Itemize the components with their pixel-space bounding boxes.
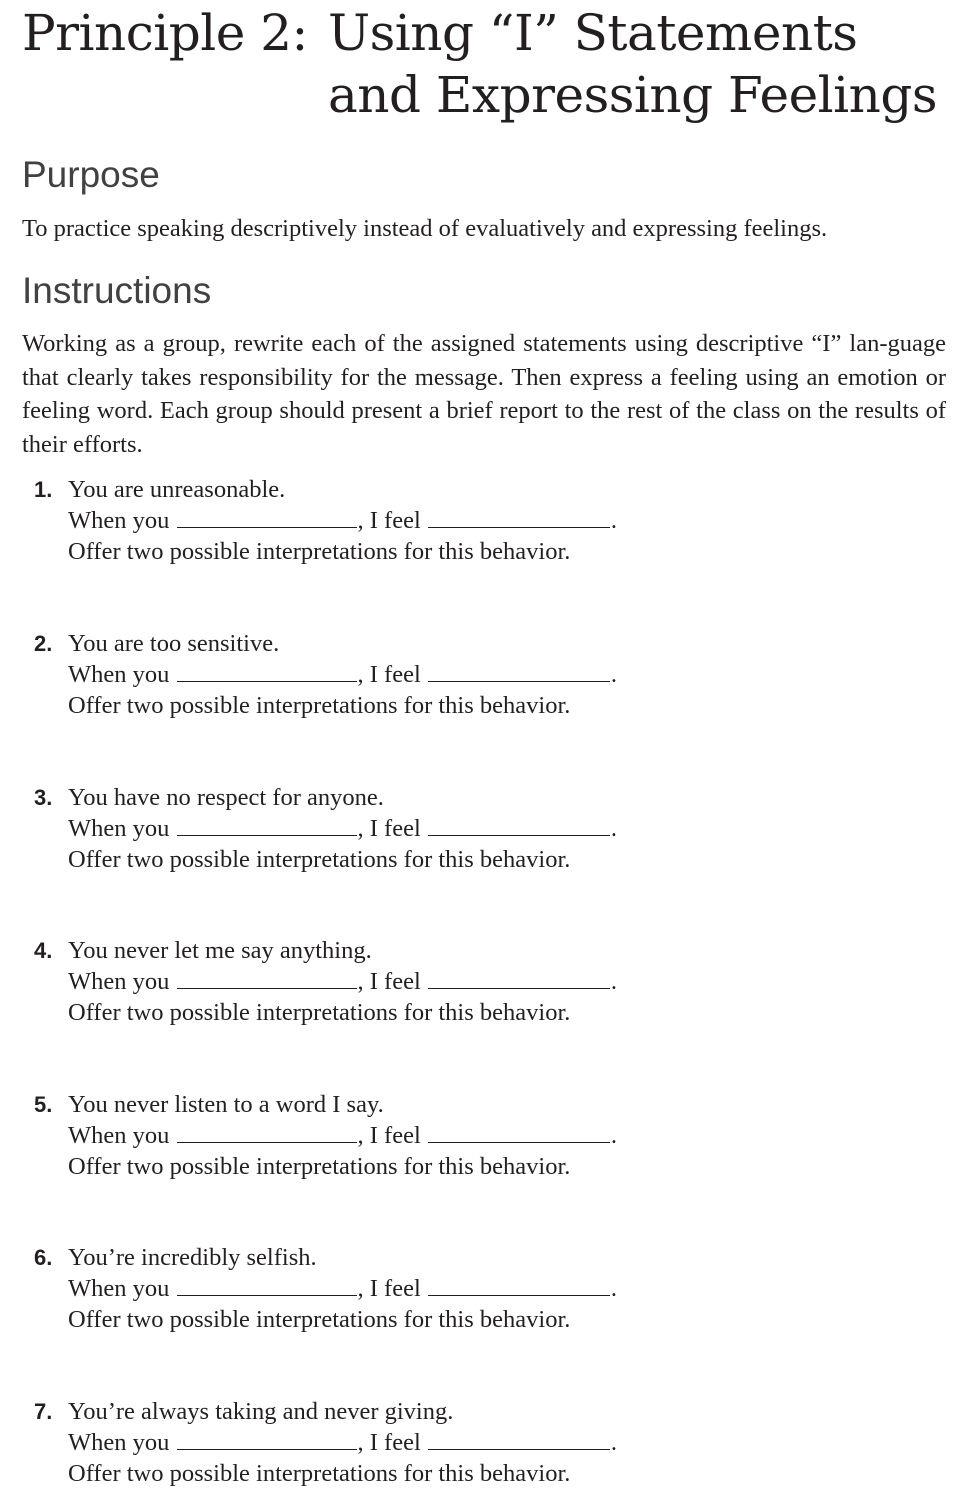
period: .: [610, 968, 617, 995]
item-offer-text: Offer two possible interpretations for this behavior.: [68, 1306, 571, 1333]
title-line-2: and Expressing Feelings: [328, 66, 938, 124]
exercise-item-5: [0, 1089, 978, 1199]
i-feel-blank[interactable]: [428, 505, 610, 528]
item-number: 5.: [34, 1092, 53, 1117]
item-statement: You have no respect for anyone.: [68, 784, 384, 811]
when-you-label: When you: [68, 1429, 170, 1456]
when-you-label: When you: [68, 661, 170, 688]
item-number: 7.: [34, 1399, 53, 1424]
i-feel-label: , I feel: [357, 1275, 421, 1302]
i-feel-blank[interactable]: [428, 966, 610, 989]
item-offer-text: Offer two possible interpretations for this behavior.: [68, 692, 571, 719]
i-feel-label: , I feel: [357, 661, 421, 688]
period: .: [610, 661, 617, 688]
when-you-blank[interactable]: [177, 1273, 357, 1296]
exercise-item-4: [0, 935, 978, 1045]
exercise-item-3: [0, 782, 978, 892]
i-feel-label: , I feel: [357, 1429, 421, 1456]
item-number: 4.: [34, 938, 53, 963]
instructions-text: Working as a group, rewrite each of the assigned statements using descriptive “I” lan-guage that clearly takes responsibility for the message. Then express a feeling using an emotion or feeling word. Each group should present a brief report to the rest of the class on the results of their efforts.: [22, 330, 946, 458]
period: .: [610, 1275, 617, 1302]
exercise-item-2: [0, 628, 978, 738]
item-statement: You never listen to a word I say.: [68, 1091, 384, 1118]
item-response-line: [68, 659, 617, 690]
title-main: [328, 2, 937, 126]
period: .: [610, 815, 617, 842]
item-statement: You never let me say anything.: [68, 937, 372, 964]
item-response-line: [68, 1120, 617, 1151]
i-feel-blank[interactable]: [428, 1120, 610, 1143]
when-you-label: When you: [68, 1122, 170, 1149]
item-offer-text: Offer two possible interpretations for this behavior.: [68, 1460, 571, 1487]
item-statement: You’re always taking and never giving.: [68, 1398, 454, 1425]
when-you-blank[interactable]: [177, 966, 357, 989]
item-offer-text: Offer two possible interpretations for this behavior.: [68, 999, 571, 1026]
period: .: [610, 1429, 617, 1456]
i-feel-blank[interactable]: [428, 1273, 610, 1296]
i-feel-label: , I feel: [357, 815, 421, 842]
item-offer-text: Offer two possible interpretations for this behavior.: [68, 538, 571, 565]
i-feel-blank[interactable]: [428, 659, 610, 682]
item-response-line: [68, 505, 617, 536]
exercise-item-6: [0, 1242, 978, 1352]
title-line-1: Using “I” Statements: [328, 4, 858, 62]
item-response-line: [68, 1427, 617, 1458]
item-statement: You are too sensitive.: [68, 630, 280, 657]
item-number: 2.: [34, 631, 53, 656]
i-feel-blank[interactable]: [428, 1427, 610, 1450]
item-offer-text: Offer two possible interpretations for this behavior.: [68, 846, 571, 873]
period: .: [610, 507, 617, 534]
when-you-label: When you: [68, 815, 170, 842]
exercise-item-1: [0, 474, 978, 584]
period: .: [610, 1122, 617, 1149]
instructions-heading: Instructions: [22, 270, 212, 311]
title-prefix: Principle 2:: [22, 4, 308, 62]
i-feel-label: , I feel: [357, 968, 421, 995]
purpose-text: To practice speaking descriptively instead of evaluatively and expressing feelings.: [22, 215, 828, 242]
item-offer-text: Offer two possible interpretations for this behavior.: [68, 1153, 571, 1180]
when-you-label: When you: [68, 507, 170, 534]
when-you-blank[interactable]: [177, 1120, 357, 1143]
item-response-line: [68, 966, 617, 997]
when-you-blank[interactable]: [177, 813, 357, 836]
item-response-line: [68, 1273, 617, 1304]
i-feel-label: , I feel: [357, 507, 421, 534]
when-you-label: When you: [68, 968, 170, 995]
exercise-item-7: [0, 1396, 978, 1506]
item-statement: You’re incredibly selfish.: [68, 1244, 317, 1271]
i-feel-blank[interactable]: [428, 813, 610, 836]
item-number: 1.: [34, 477, 53, 502]
i-feel-label: , I feel: [357, 1122, 421, 1149]
item-response-line: [68, 813, 617, 844]
item-number: 6.: [34, 1245, 53, 1270]
item-statement: You are unreasonable.: [68, 476, 286, 503]
page-title: [22, 2, 962, 132]
when-you-label: When you: [68, 1275, 170, 1302]
purpose-heading: Purpose: [22, 154, 160, 195]
when-you-blank[interactable]: [177, 1427, 357, 1450]
when-you-blank[interactable]: [177, 659, 357, 682]
when-you-blank[interactable]: [177, 505, 357, 528]
item-number: 3.: [34, 785, 53, 810]
